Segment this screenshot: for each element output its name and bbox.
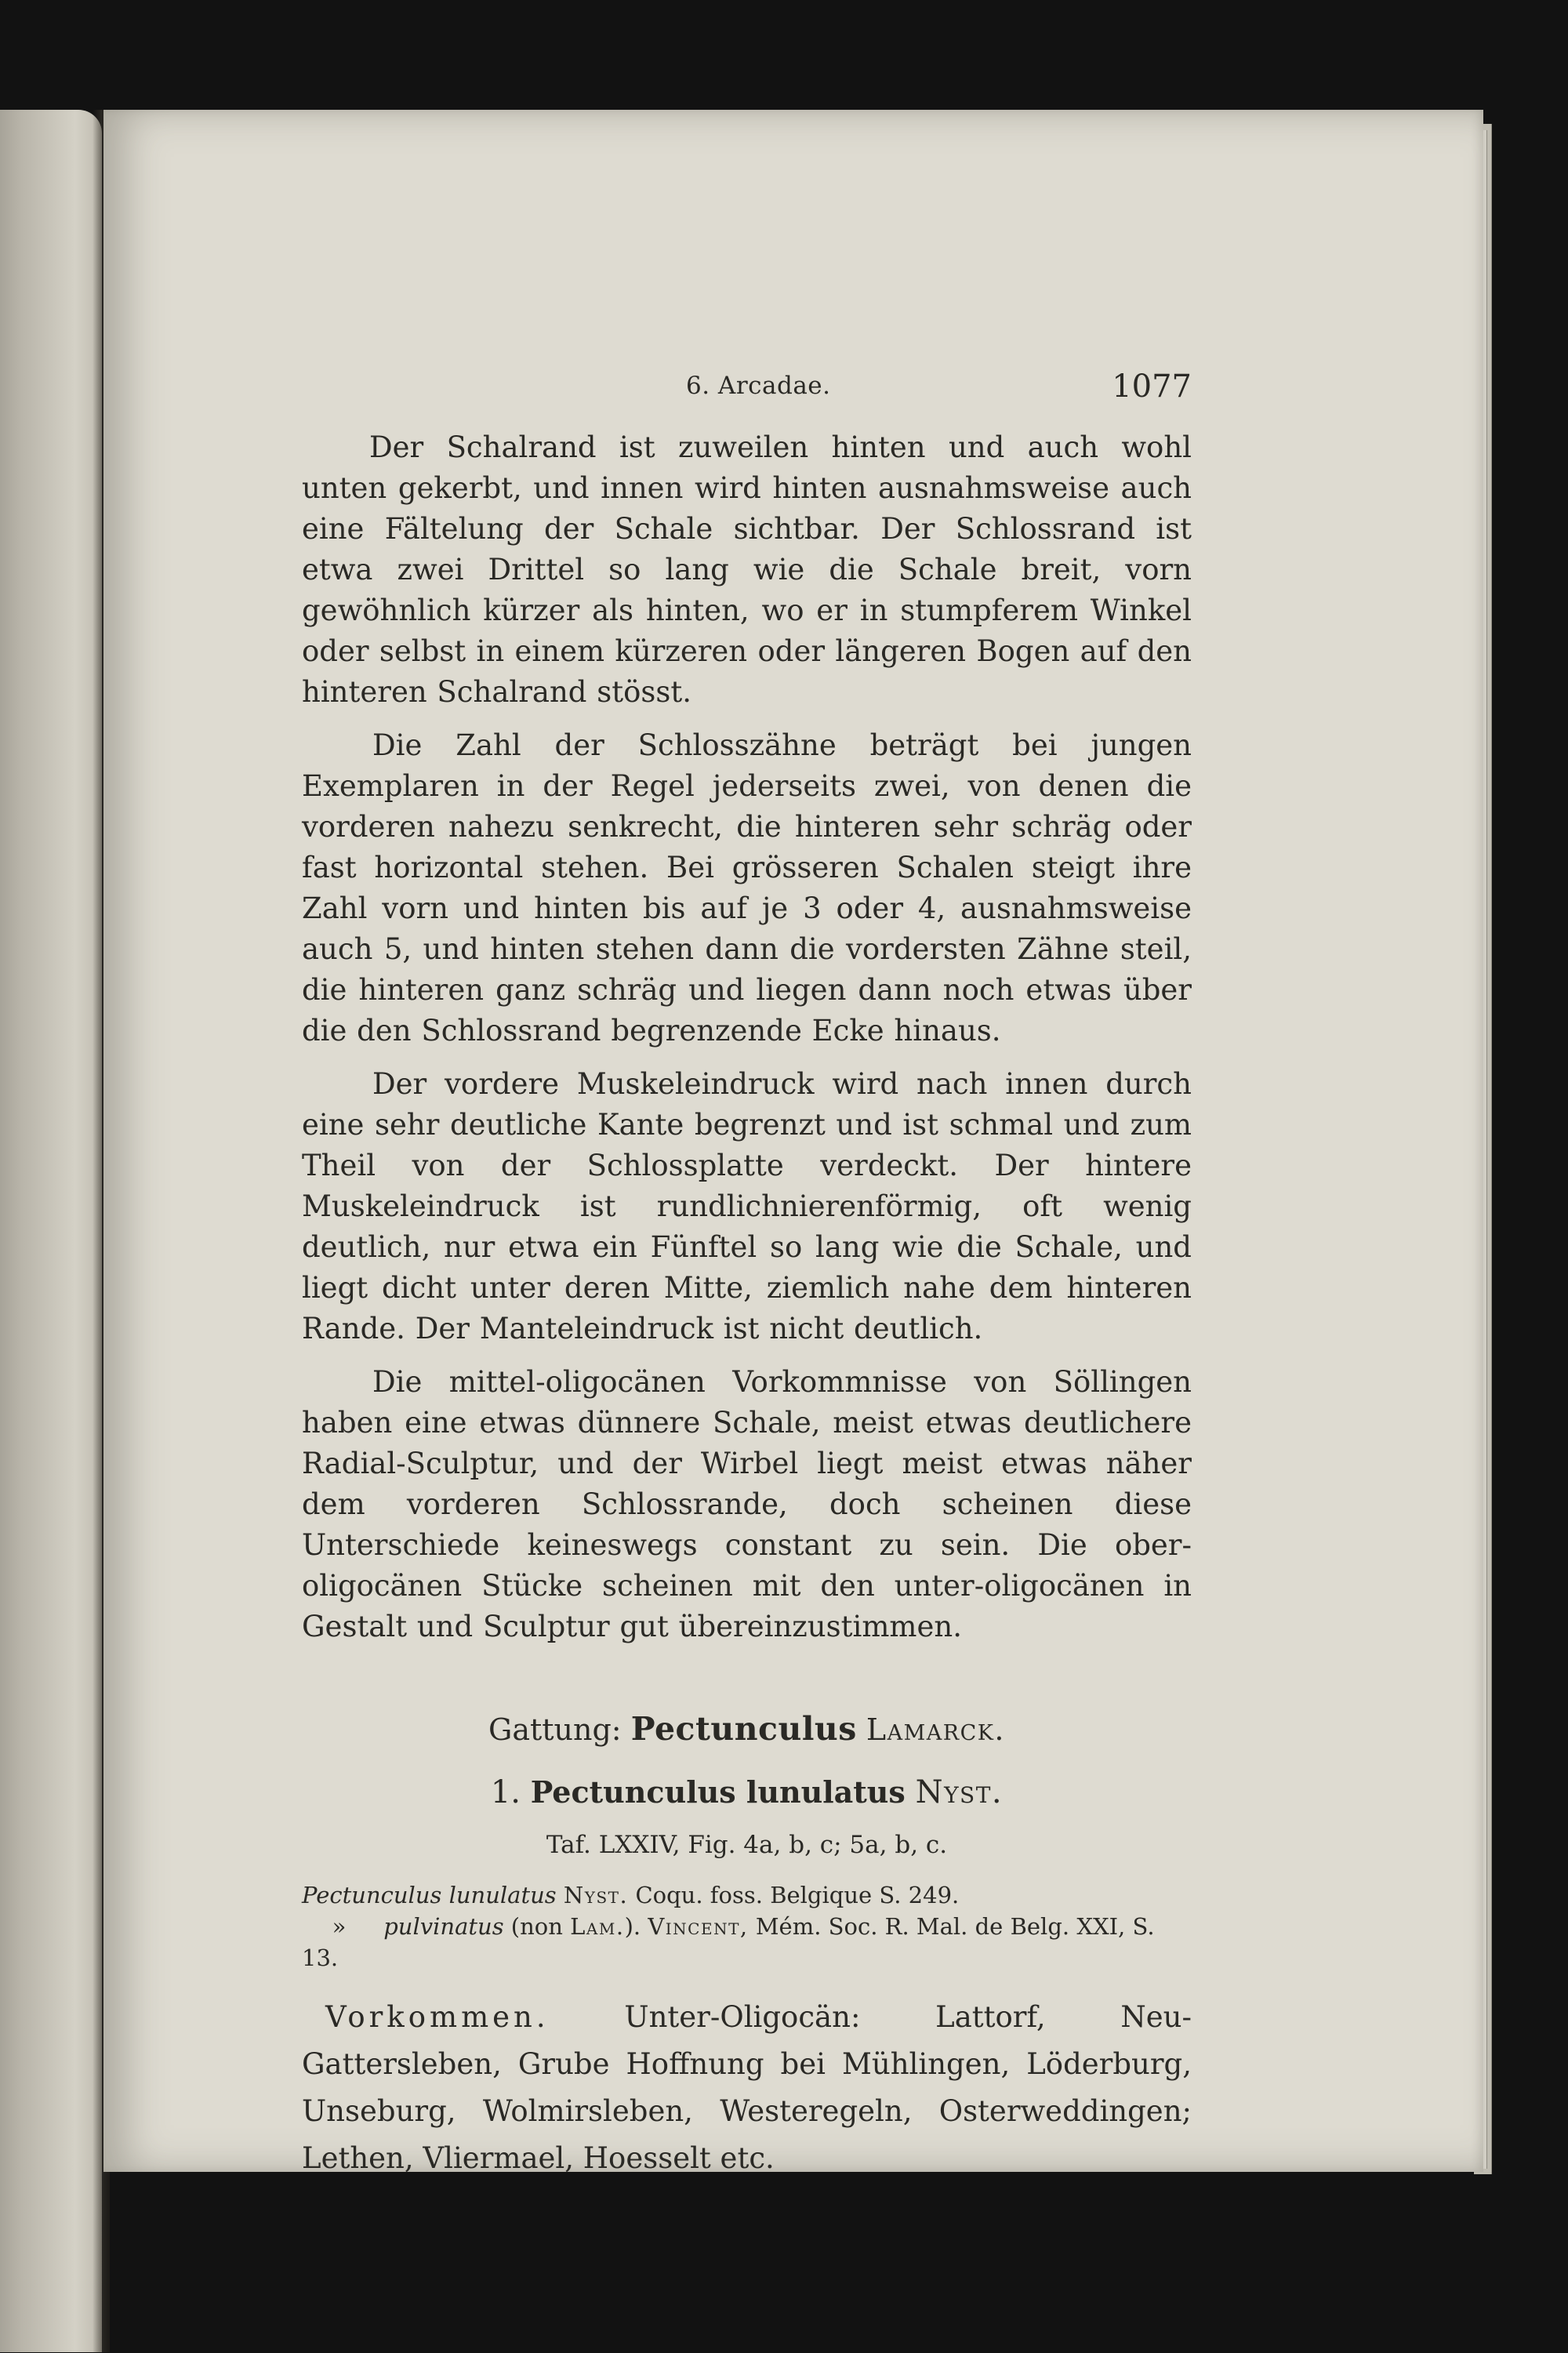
- genus-author: Lamarck.: [866, 1712, 1006, 1747]
- synonym-note-author: Lam.: [570, 1913, 625, 1940]
- previous-page-edge: [0, 110, 102, 2352]
- species-number: 1.: [490, 1774, 521, 1810]
- occurrence-text: Unter-Oligocän: Lattorf, Neu-Gattersleben, Grube Hoffnung bei Mühlingen, Löderburg, Unseburg, Wolmirsleben, Westeregeln, Osterweddingen; Lethen, Vliermael, Hoesselt etc.: [302, 2000, 1192, 2175]
- synonym-author: Nyst.: [563, 1882, 629, 1908]
- paragraph: Die mittel-oligocänen Vorkommnisse von Söllingen haben eine etwas dünnere Schale, meist etwas deutlichere Radial-Sculptur, und der Wirbel liegt meist etwas näher dem vorderen Schlossrande, doch scheinen diese Unterschiede keineswegs constant zu sein. Die ober-oligocänen Stücke scheinen mit den unter-oligocänen in Gestalt und Sculptur gut übereinzustimmen.: [302, 1365, 1192, 1643]
- paragraph: Die Zahl der Schlosszähne beträgt bei jungen Exemplaren in der Regel jederseits zwei, von denen die vorderen nahezu senkrecht, die hinteren sehr schräg oder fast horizontal stehen. Bei grösseren Schalen steigt ihre Zahl vorn und hinten bis auf je 3 oder 4, ausnahmsweise auch 5, und hinten stehen dann die vordersten Zähne steil, die hinteren ganz schräg und liegen dann noch etwas über die den Schlossrand begrenzende Ecke hinaus.: [302, 728, 1192, 1048]
- genus-heading: [302, 1710, 1192, 1748]
- synonymy-line: [302, 1911, 1192, 1974]
- page-body: [302, 427, 1192, 2211]
- synonym-taxon: Pectunculus lunulatus: [302, 1882, 557, 1908]
- synonym-note: [511, 1913, 641, 1940]
- plate-reference: Taf. LXXIV, Fig. 4a, b, c; 5a, b, c.: [546, 1831, 948, 1859]
- paragraph: Der vordere Muskeleindruck wird nach innen durch eine sehr deutliche Kante begrenzt und ist schmal und zum Theil von der Schlossplatte verdeckt. Der hintere Muskeleindruck ist rundlichnierenförmig, oft wenig deutlich, nur etwa ein Fünftel so lang wie die Schale, und liegt dicht unter deren Mitte, ziemlich nahe dem hinteren Rande. Der Manteleindruck ist nicht deutlich.: [302, 1067, 1192, 1345]
- synonym-note-suffix: ).: [624, 1913, 641, 1940]
- page-number: 1077: [1112, 369, 1192, 405]
- occurrence-paragraph: [302, 1994, 1192, 2182]
- species-author: Nyst.: [915, 1774, 1004, 1810]
- running-header: [302, 369, 1192, 416]
- synonymy-line: [302, 1879, 1192, 1911]
- synonym-author: Vincent,: [648, 1913, 749, 1940]
- synonym-reference: Mém. Soc. R. Mal. de Belg. XXI, S. 13.: [302, 1913, 1155, 1971]
- synonym-reference: Coqu. foss. Belgique S. 249.: [635, 1882, 960, 1908]
- ditto-mark: »: [332, 1913, 347, 1940]
- paragraph: Der Schalrand ist zuweilen hinten und auch wohl unten gekerbt, und innen wird hinten ausnahmsweise auch eine Fältelung der Schale sichtbar. Der Schlossrand ist etwa zwei Drittel so lang wie die Schale breit, vorn gewöhnlich kürzer als hinten, wo er in stumpferem Winkel oder selbst in einem kürzeren oder längeren Bogen auf den hinteren Schalrand stösst.: [302, 430, 1192, 709]
- section-title: 6. Arcadae.: [686, 372, 831, 400]
- genus-name: Pectunculus: [630, 1710, 857, 1748]
- occurrence-label: Vorkommen.: [325, 2000, 550, 2034]
- species-name: Pectunculus lunulatus: [530, 1774, 906, 1810]
- genus-prefix: Gattung:: [488, 1712, 622, 1747]
- species-heading: [302, 1774, 1192, 1810]
- synonym-note-prefix: (non: [510, 1913, 571, 1940]
- synonym-taxon: pulvinatus: [383, 1913, 504, 1940]
